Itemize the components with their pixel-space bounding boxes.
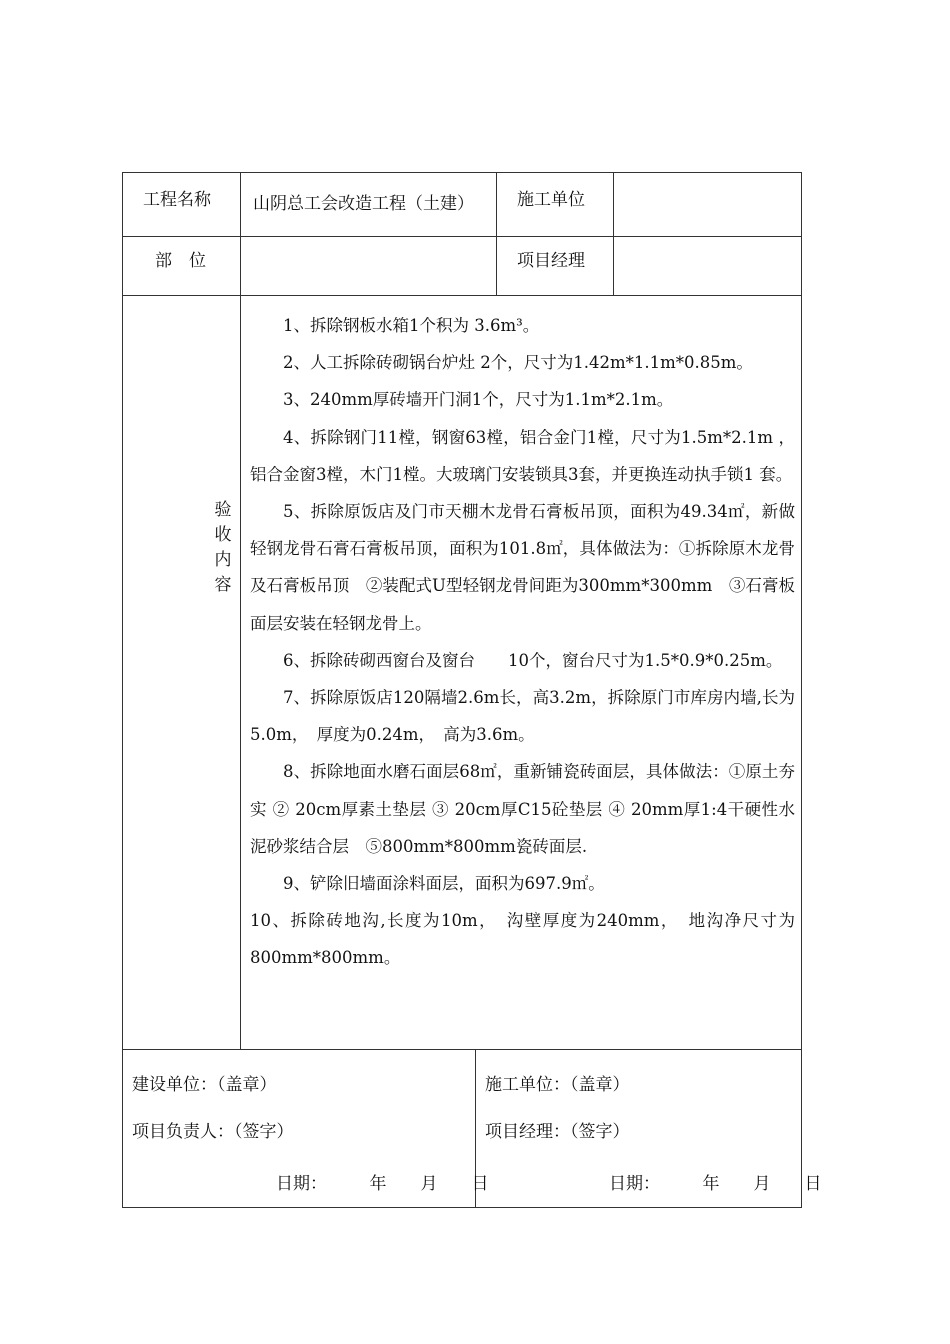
acceptance-item-4: 4、拆除钢门11樘，钢窗63樘，铝合金门1樘，尺寸为1.5m*2.1m ，铝合金窗3樘，木门1樘。大玻璃门安装锁具3套，并更换连动执手锁1 套。 — [250, 427, 795, 484]
acceptance-item-8: 8、拆除地面水磨石面层68㎡，重新铺瓷砖面层，具体做法：①原土夯实 ② 20cm厚素土垫层 ③ 20cm厚C15砼垫层 ④ 20mm厚1:4干硬性水泥砂浆结合层 ⑤800mm*800mm瓷砖面层. — [250, 762, 795, 856]
col-divider-label — [240, 173, 241, 1049]
acceptance-content — [250, 307, 795, 977]
acceptance-item-9: 9、铲除旧墙面涂料面层，面积为697.9㎡。 — [283, 874, 605, 894]
acceptance-item-7: 7、拆除原饭店120隔墙2.6m长，高3.2m，拆除原门市库房内墙,长为5.0m， 厚度为0.24m， 高为3.6m。 — [250, 688, 795, 745]
label-char-2: 收 — [214, 525, 232, 545]
location-label: 部 位 — [155, 251, 206, 271]
col-divider-right — [613, 173, 614, 295]
acceptance-item-6: 6、拆除砖砌西窗台及窗台 10个，窗台尺寸为1.5*0.9*0.25m。 — [283, 650, 783, 670]
label-char-3: 内 — [214, 550, 232, 570]
row-divider-3 — [123, 1049, 801, 1050]
col-divider-mid — [496, 173, 497, 295]
acceptance-item-1: 1、拆除钢板水箱1个积为 3.6m³。 — [283, 316, 540, 335]
owner-unit-seal: 建设单位：（盖章） — [132, 1075, 277, 1095]
project-manager-label: 项目经理 — [517, 251, 585, 271]
row-divider-2 — [123, 295, 801, 296]
owner-date: 日期： 年 月 日 — [276, 1174, 489, 1194]
contractor-unit-seal: 施工单位：（盖章） — [485, 1075, 630, 1095]
acceptance-item-3: 3、240mm厚砖墙开门洞1个，尺寸为1.1m*2.1m。 — [283, 390, 674, 410]
construction-unit-label: 施工单位 — [517, 190, 585, 210]
acceptance-item-10: 10、拆除砖地沟,长度为10m， 沟壁厚度为240mm， 地沟净尺寸为800mm*800mm。 — [250, 911, 795, 968]
project-name-label: 工程名称 — [143, 190, 211, 210]
row-divider-1 — [123, 236, 801, 237]
project-name-value: 山阴总工会改造工程（土建） — [253, 194, 474, 214]
acceptance-form — [122, 172, 822, 1208]
label-char-1: 验 — [214, 500, 232, 520]
contractor-date: 日期： 年 月 日 — [609, 1174, 822, 1194]
owner-project-lead-signature: 项目负责人：（签字） — [132, 1122, 294, 1142]
contractor-manager-signature: 项目经理：（签字） — [485, 1122, 630, 1142]
acceptance-item-5: 5、拆除原饭店及门市天棚木龙骨石膏板吊顶，面积为49.34㎡，新做轻钢龙骨石膏石膏板吊顶，面积为101.8㎡，具体做法为：①拆除原木龙骨及石膏板吊顶 ②装配式U型轻钢龙骨间距为300mm*300mm ③石膏板面层安装在轻钢龙骨上。 — [250, 502, 795, 633]
acceptance-content-label — [211, 498, 235, 598]
label-char-4: 容 — [214, 575, 232, 595]
acceptance-item-2: 2、人工拆除砖砌锅台炉灶 2个，尺寸为1.42m*1.1m*0.85m。 — [283, 353, 753, 373]
